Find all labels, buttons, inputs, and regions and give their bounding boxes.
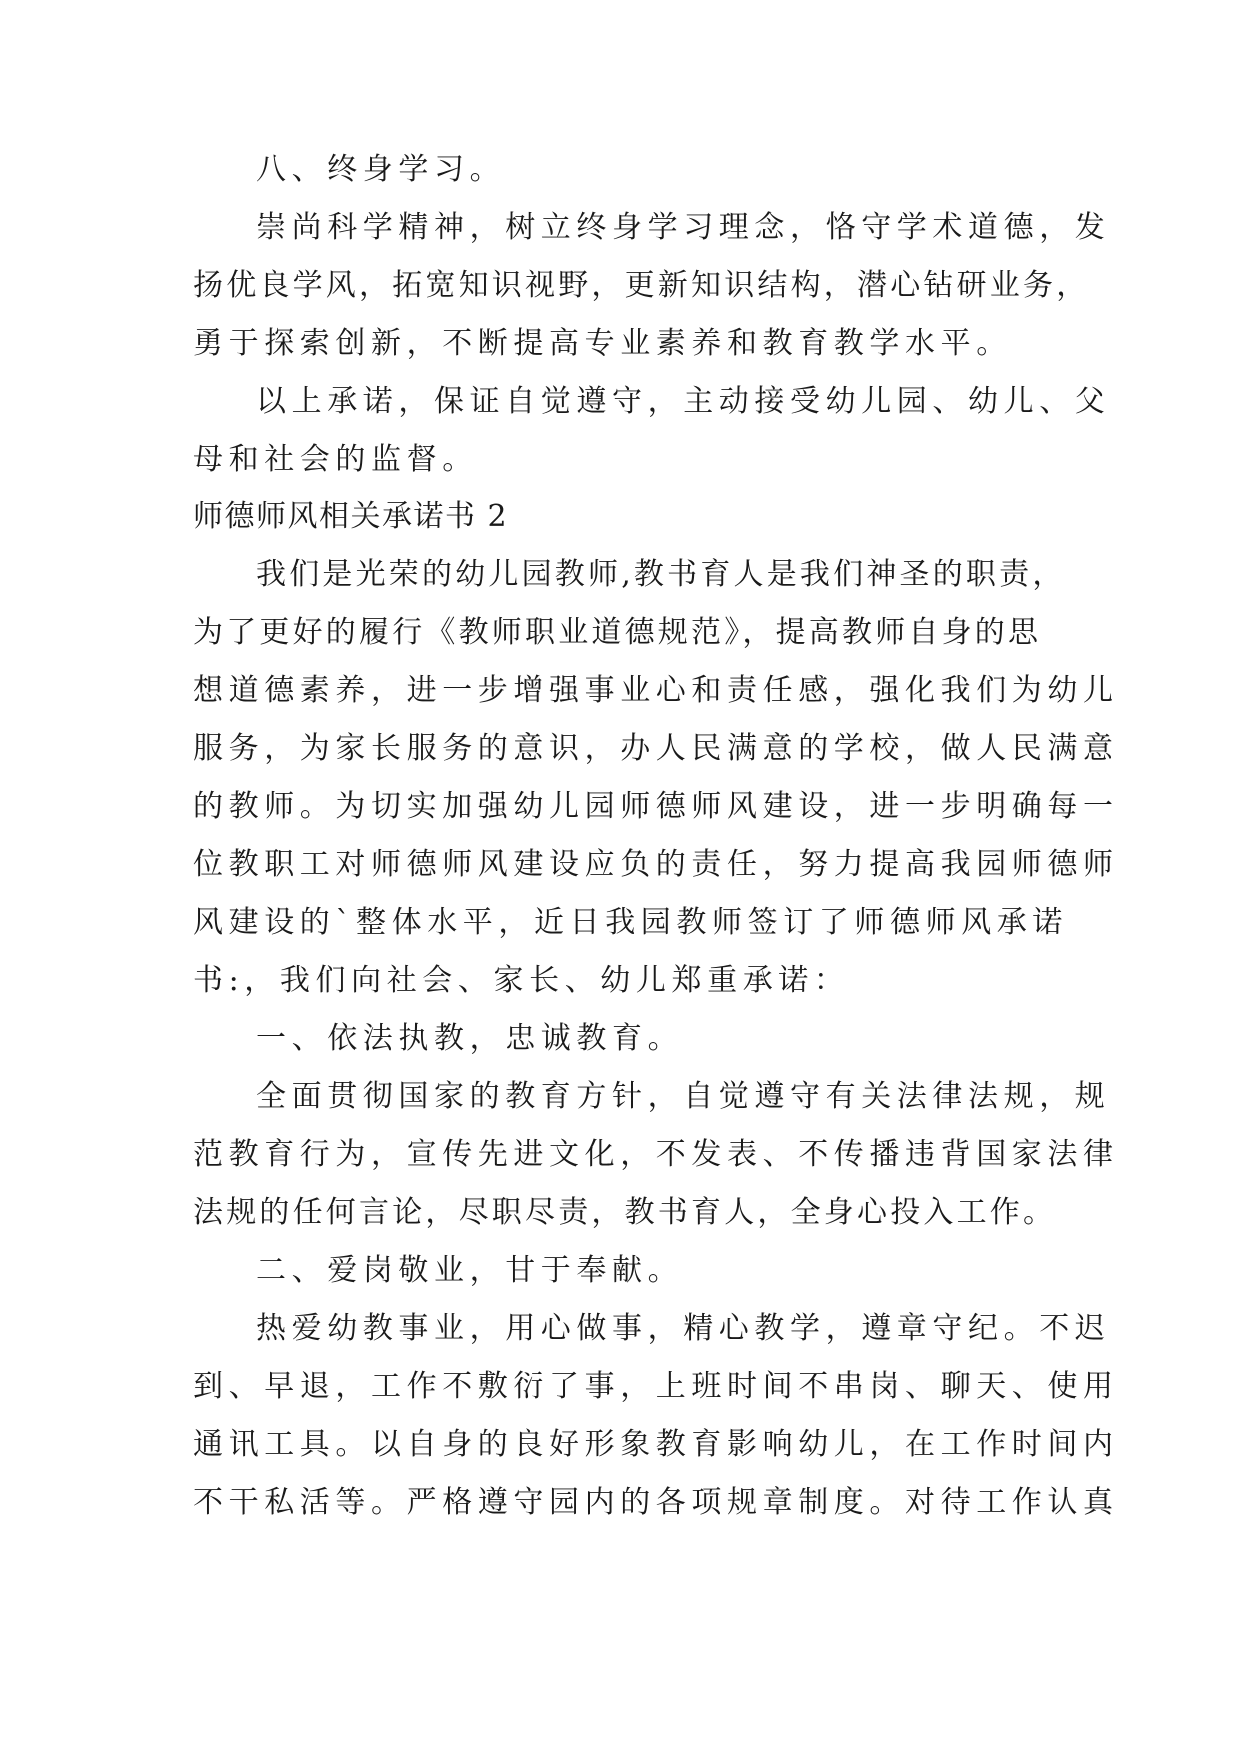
paragraph-line: 扬优良学风，拓宽知识视野，更新知识结构，潜心钻研业务， [193,268,1090,303]
paragraph-line: 法规的任何言论，尽职尽责，教书育人，全身心投入工作。 [193,1195,1057,1230]
paragraph-line: 母和社会的监督。 [193,442,478,477]
paragraph-line: 以上承诺，保证自觉遵守，主动接受幼儿园、幼儿、父 [256,384,1111,419]
section-heading-teaching-by-law: 一、依法执教，忠诚教育。 [256,1021,684,1056]
paragraph-line: 的教师。为切实加强幼儿园师德师风建设，进一步明确每一 [193,789,1119,824]
paragraph-line: 不干私活等。严格遵守园内的各项规章制度。对待工作认真 [193,1485,1119,1520]
paragraph-line: 服务，为家长服务的意识，办人民满意的学校，做人民满意 [193,731,1119,766]
paragraph-line: 想道德素养，进一步增强事业心和责任感，强化我们为幼儿 [193,673,1119,708]
paragraph-line: 为了更好的履行《教师职业道德规范》，提高教师自身的思 [193,615,1042,650]
section-heading-dedication: 二、爱岗敬业，甘于奉献。 [256,1253,684,1288]
paragraph-line: 范教育行为，宣传先进文化，不发表、不传播违背国家法律 [193,1137,1119,1172]
paragraph-line: 通讯工具。以自身的良好形象教育影响幼儿，在工作时间内 [193,1427,1119,1462]
paragraph-line: 书:，我们向社会、家长、幼儿郑重承诺： [193,963,850,998]
paragraph-line: 崇尚科学精神，树立终身学习理念，恪守学术道德，发 [256,210,1111,245]
paragraph-line: 全面贯彻国家的教育方针，自觉遵守有关法律法规，规 [256,1079,1111,1114]
paragraph-line: 勇于探索创新，不断提高专业素养和教育教学水平。 [193,326,1012,361]
document-title-2: 师德师风相关承诺书 2 [193,499,509,534]
paragraph-line: 热爱幼教事业，用心做事，精心教学，遵章守纪。不迟 [256,1311,1111,1346]
paragraph-line: 位教职工对师德师风建设应负的责任，努力提高我园师德师 [193,847,1119,882]
paragraph-line: 到、早退，工作不敷衍了事，上班时间不串岗、聊天、使用 [193,1369,1119,1404]
section-heading-lifelong-learning: 八、终身学习。 [256,152,506,187]
paragraph-line: 风建设的`整体水平，近日我园教师签订了师德师风承诺 [193,905,1068,940]
paragraph-line: 我们是光荣的幼儿园教师,教书育人是我们神圣的职责， [256,557,1066,592]
